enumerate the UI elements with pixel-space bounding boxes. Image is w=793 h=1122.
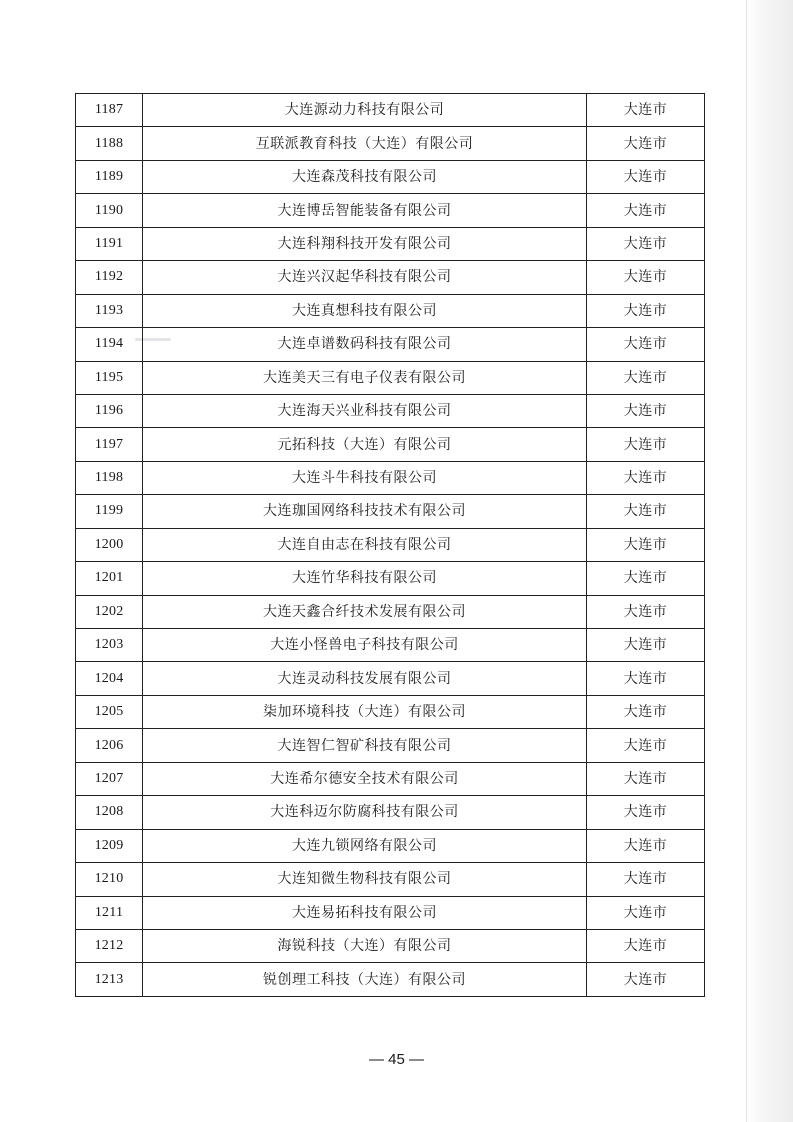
table-row	[76, 160, 705, 193]
row-number-cell: 1205	[76, 695, 143, 728]
city-cell: 大连市	[587, 695, 705, 728]
table-row	[76, 695, 705, 728]
table-row	[76, 929, 705, 962]
company-name-cell: 海锐科技（大连）有限公司	[143, 929, 587, 962]
table-row	[76, 361, 705, 394]
city-cell: 大连市	[587, 629, 705, 662]
row-number-cell: 1207	[76, 762, 143, 795]
city-cell: 大连市	[587, 662, 705, 695]
table-row	[76, 896, 705, 929]
row-number-cell: 1192	[76, 261, 143, 294]
table-row	[76, 428, 705, 461]
company-name-cell: 大连源动力科技有限公司	[143, 94, 587, 127]
row-number-cell: 1204	[76, 662, 143, 695]
row-number-cell: 1212	[76, 929, 143, 962]
row-number-cell: 1202	[76, 595, 143, 628]
table-row	[76, 796, 705, 829]
city-cell: 大连市	[587, 762, 705, 795]
table-row	[76, 261, 705, 294]
city-cell: 大连市	[587, 194, 705, 227]
page-number: — 45 —	[368, 1051, 425, 1068]
company-name-cell: 大连卓谱数码科技有限公司	[143, 328, 587, 361]
company-name-cell: 大连竹华科技有限公司	[143, 562, 587, 595]
company-name-cell: 大连科翔科技开发有限公司	[143, 227, 587, 260]
row-number-cell: 1211	[76, 896, 143, 929]
row-number-cell: 1187	[76, 94, 143, 127]
table-row	[76, 394, 705, 427]
row-number-cell: 1195	[76, 361, 143, 394]
table-row	[76, 461, 705, 494]
row-number-cell: 1198	[76, 461, 143, 494]
table-row	[76, 829, 705, 862]
row-number-cell: 1188	[76, 127, 143, 160]
table-row	[76, 227, 705, 260]
city-cell: 大连市	[587, 294, 705, 327]
row-number-cell: 1193	[76, 294, 143, 327]
table-row	[76, 328, 705, 361]
company-name-cell: 大连九锁网络有限公司	[143, 829, 587, 862]
company-name-cell: 元拓科技（大连）有限公司	[143, 428, 587, 461]
city-cell: 大连市	[587, 227, 705, 260]
row-number-cell: 1200	[76, 528, 143, 561]
company-name-cell: 大连斗牛科技有限公司	[143, 461, 587, 494]
row-number-cell: 1201	[76, 562, 143, 595]
city-cell: 大连市	[587, 328, 705, 361]
table-row	[76, 595, 705, 628]
company-name-cell: 柒加环境科技（大连）有限公司	[143, 695, 587, 728]
table-row	[76, 127, 705, 160]
page-edge-shadow	[745, 0, 793, 1122]
table-row	[76, 495, 705, 528]
city-cell: 大连市	[587, 963, 705, 996]
city-cell: 大连市	[587, 160, 705, 193]
table-body	[76, 94, 705, 997]
row-number-cell: 1189	[76, 160, 143, 193]
company-name-cell: 大连美天三有电子仪表有限公司	[143, 361, 587, 394]
company-name-cell: 大连科迈尔防腐科技有限公司	[143, 796, 587, 829]
company-name-cell: 锐创理工科技（大连）有限公司	[143, 963, 587, 996]
company-name-cell: 大连博岳智能装备有限公司	[143, 194, 587, 227]
city-cell: 大连市	[587, 361, 705, 394]
row-number-cell: 1190	[76, 194, 143, 227]
city-cell: 大连市	[587, 461, 705, 494]
company-name-cell: 大连易拓科技有限公司	[143, 896, 587, 929]
city-cell: 大连市	[587, 94, 705, 127]
company-name-cell: 大连兴汉起华科技有限公司	[143, 261, 587, 294]
table-row	[76, 294, 705, 327]
table-row	[76, 963, 705, 996]
company-name-cell: 大连知微生物科技有限公司	[143, 863, 587, 896]
city-cell: 大连市	[587, 896, 705, 929]
table-row	[76, 94, 705, 127]
row-number-cell: 1199	[76, 495, 143, 528]
city-cell: 大连市	[587, 796, 705, 829]
row-number-cell: 1206	[76, 729, 143, 762]
city-cell: 大连市	[587, 562, 705, 595]
table-row	[76, 562, 705, 595]
city-cell: 大连市	[587, 829, 705, 862]
row-number-cell: 1203	[76, 629, 143, 662]
city-cell: 大连市	[587, 428, 705, 461]
row-number-cell: 1210	[76, 863, 143, 896]
table-row	[76, 662, 705, 695]
city-cell: 大连市	[587, 127, 705, 160]
city-cell: 大连市	[587, 929, 705, 962]
row-number-cell: 1213	[76, 963, 143, 996]
row-number-cell: 1194	[76, 328, 143, 361]
city-cell: 大连市	[587, 595, 705, 628]
table-row	[76, 762, 705, 795]
company-name-cell: 大连森茂科技有限公司	[143, 160, 587, 193]
company-name-cell: 大连小怪兽电子科技有限公司	[143, 629, 587, 662]
city-cell: 大连市	[587, 261, 705, 294]
table-row	[76, 729, 705, 762]
table-row	[76, 528, 705, 561]
row-number-cell: 1191	[76, 227, 143, 260]
row-number-cell: 1209	[76, 829, 143, 862]
company-name-cell: 大连天鑫合纤技术发展有限公司	[143, 595, 587, 628]
company-name-cell: 大连真想科技有限公司	[143, 294, 587, 327]
company-name-cell: 大连灵动科技发展有限公司	[143, 662, 587, 695]
page-edge-line	[746, 0, 747, 1122]
city-cell: 大连市	[587, 528, 705, 561]
row-number-cell: 1196	[76, 394, 143, 427]
company-name-cell: 大连珈国网络科技技术有限公司	[143, 495, 587, 528]
row-number-cell: 1197	[76, 428, 143, 461]
table-row	[76, 194, 705, 227]
table-row	[76, 629, 705, 662]
city-cell: 大连市	[587, 863, 705, 896]
company-name-cell: 大连智仁智矿科技有限公司	[143, 729, 587, 762]
city-cell: 大连市	[587, 394, 705, 427]
city-cell: 大连市	[587, 729, 705, 762]
company-name-cell: 大连自由志在科技有限公司	[143, 528, 587, 561]
company-name-cell: 大连希尔德安全技术有限公司	[143, 762, 587, 795]
city-cell: 大连市	[587, 495, 705, 528]
company-list-table	[75, 93, 705, 997]
row-number-cell: 1208	[76, 796, 143, 829]
company-name-cell: 大连海天兴业科技有限公司	[143, 394, 587, 427]
table-row	[76, 863, 705, 896]
company-name-cell: 互联派教育科技（大连）有限公司	[143, 127, 587, 160]
